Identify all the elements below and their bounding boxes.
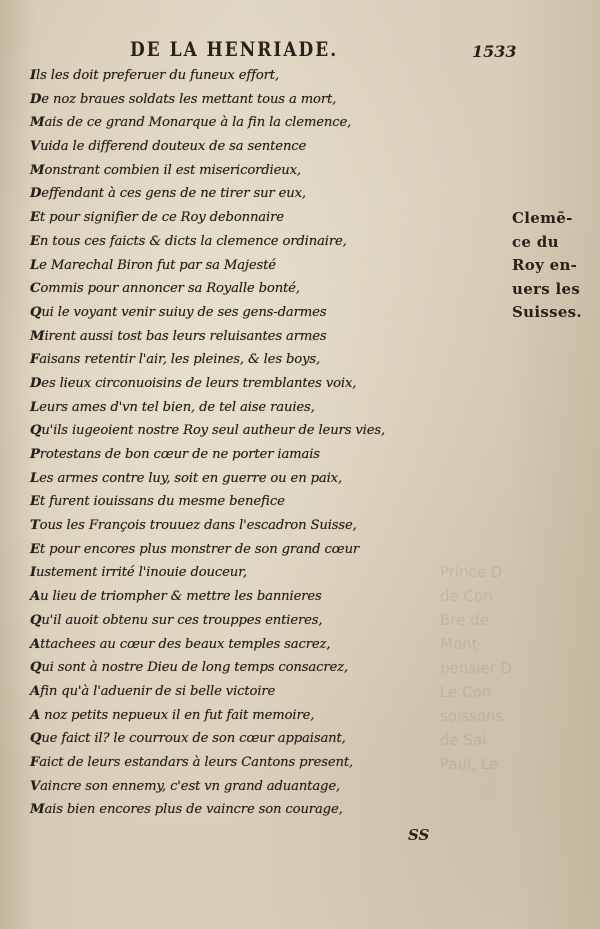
bleed-line: de Con (440, 587, 493, 605)
bleed-line: Prince D (440, 563, 503, 581)
verse-line: Protestans de bon cœur de ne porter iamais (30, 447, 320, 462)
verse-line: Monstrant combien il est misericordieux, (30, 162, 301, 178)
verse-line: Qu'il auoit obtenu sur ces trouppes entieres, (30, 612, 323, 628)
verse-line: Afin qu'à l'aduenir de si belle victoire (30, 683, 276, 699)
verse-line: Qu'ils iugeoient nostre Roy seul autheur de leurs vies, (30, 423, 386, 439)
verse-line: Qui sont à nostre Dieu de long temps consacrez, (30, 660, 348, 676)
marginal-note-line: uers les (512, 279, 581, 298)
verse-line: Faict de leurs estandars à leurs Cantons present, (30, 754, 354, 770)
verse-line: Vaincre son ennemy, c'est vn grand aduantage, (30, 778, 341, 794)
verse-line: Leurs ames d'vn tel bien, de tel aise rauies, (30, 399, 315, 415)
verse-line: Mais de ce grand Monarque à la fin la clemence, (30, 115, 352, 131)
verse-line: Le Marechal Biron fut par sa Majesté (30, 257, 276, 273)
marginal-note-line: Suisses. (512, 303, 582, 321)
bleed-through-text (440, 560, 600, 790)
verse-line: Qui le voyant venir suiuy de ses gens-darmes (30, 304, 327, 320)
verse-line: Mirent aussi tost bas leurs reluisantes armes (30, 328, 327, 344)
verse-line: Et furent iouissans du mesme benefice (30, 494, 285, 510)
verse-line: Attachees au cœur des beaux temples sacrez, (30, 636, 331, 652)
bleed-line: pensier D (440, 659, 512, 677)
verse-line: De noz braues soldats les mettant tous a mort, (30, 91, 337, 107)
marginal-note-line: ce du (512, 232, 559, 251)
signature-mark: SS (408, 826, 430, 844)
bleed-line: Le Con (440, 683, 492, 701)
page-number: 1533 (472, 42, 517, 61)
verse-line: Ils les doit preferuer du funeux effort, (30, 68, 279, 83)
verse-line: A noz petits nepueux il en fut fait memoire, (30, 707, 315, 723)
verse-line: Vuida le differend douteux de sa sentence (30, 139, 307, 155)
running-title: DE LA HENRIADE. (130, 38, 339, 62)
bleed-line: Paul, Le (440, 755, 499, 773)
verse-line: Des lieux circonuoisins de leurs tremblantes voix, (30, 375, 357, 391)
marginal-note-line: Roy en- (512, 256, 578, 274)
verse-block (30, 64, 430, 822)
bleed-line: Bre de (440, 611, 489, 629)
verse-line: Tous les François trouuez dans l'escadron Suisse, (30, 518, 357, 534)
verse-line: En tous ces faicts & dicts la clemence ordinaire, (30, 233, 347, 249)
verse-line: Iustement irrité l'inouie douceur, (30, 565, 247, 581)
marginal-note-line: Clemē- (512, 209, 573, 227)
verse-line: Commis pour annoncer sa Royalle bonté, (30, 281, 300, 297)
marginal-note (512, 207, 592, 325)
bleed-line: Mont- (440, 635, 483, 653)
verse-line: Deffendant à ces gens de ne tirer sur eux, (30, 186, 306, 202)
verse-line: Et pour encores plus monstrer de son grand cœur (30, 541, 360, 557)
verse-line: Les armes contre luy, soit en guerre ou en paix, (30, 470, 342, 486)
verse-line: Au lieu de triompher & mettre les bannieres (30, 589, 322, 605)
verse-line: Faisans retentir l'air, les pleines, & les boys, (30, 352, 321, 368)
verse-line: Mais bien encores plus de vaincre son courage, (30, 802, 343, 818)
verse-line: Et pour signifier de ce Roy debonnaire (30, 210, 284, 226)
verse-line: Que faict il? le courroux de son cœur appaisant, (30, 731, 346, 747)
bleed-line: soissons (440, 707, 504, 725)
bleed-line: de Sai (440, 731, 487, 749)
